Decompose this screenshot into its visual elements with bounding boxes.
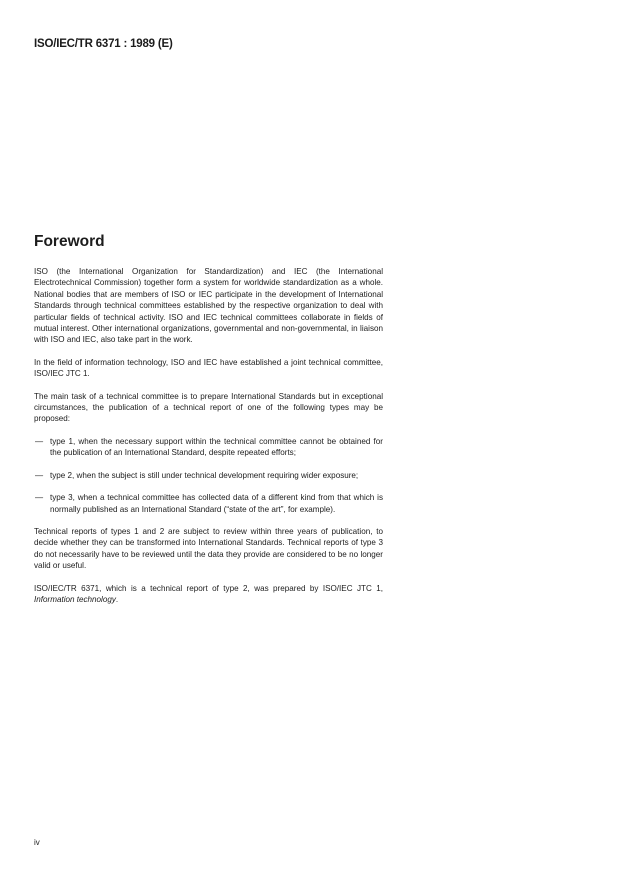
- page-title: Foreword: [34, 233, 105, 250]
- prepared-by-end: .: [115, 594, 119, 604]
- list-item: [34, 436, 383, 459]
- foreword-body: [34, 266, 383, 616]
- list-item-text: type 1, when the necessary support within the technical committee cannot be obtained for the publication of an International Standard, despite repeated efforts;: [50, 436, 383, 458]
- list-dash: —: [35, 470, 44, 480]
- list-dash: —: [35, 493, 44, 503]
- list-dash: —: [35, 436, 44, 446]
- paragraph-intro: ISO (the International Organization for Standardization) and IEC (the International Electrotechnical Commission) together form a system for worldwide standardization as a whole. National bodies that are members of ISO or IEC participate in the development of International Standards through technical committees established by the respective organization to deal with particular fields of technical activity. ISO and IEC technical committees collaborate in fields of mutual interest. Other international organizations, governmental and non-governmental, in liaison with ISO and IEC, also take part in the work.: [34, 267, 383, 345]
- document-header: ISO/IEC/TR 6371 : 1989 (E): [34, 38, 173, 50]
- paragraph-review: Technical reports of types 1 and 2 are subject to review within three years of publication, to decide whether they can be transformed into International Standards. Technical reports of type 3 do not necessarily have to be reviewed until the data they provide are considered to be no longer valid or useful.: [34, 526, 383, 571]
- page-number: iv: [34, 838, 40, 847]
- paragraph-task: The main task of a technical committee is to prepare International Standards but in exceptional circumstances, the publication of a technical report of one of the following types may be proposed:: [34, 391, 383, 424]
- report-types-list: [34, 436, 383, 515]
- prepared-by-text: ISO/IEC/TR 6371, which is a technical report of type 2, was prepared by ISO/IEC JTC 1,: [34, 583, 383, 593]
- list-item: [34, 492, 383, 515]
- paragraph-jtc: In the field of information technology, ISO and IEC have established a joint technical committee, ISO/IEC JTC 1.: [34, 357, 383, 379]
- list-item-text: type 3, when a technical committee has collected data of a different kind from that which is normally published as an International Standard (“state of the art”, for example).: [50, 493, 383, 514]
- committee-name: Information technology: [34, 594, 116, 604]
- paragraph-prepared-by: [34, 583, 383, 606]
- list-item: [34, 470, 383, 481]
- list-item-text: type 2, when the subject is still under technical development requiring wider exposure;: [50, 470, 359, 480]
